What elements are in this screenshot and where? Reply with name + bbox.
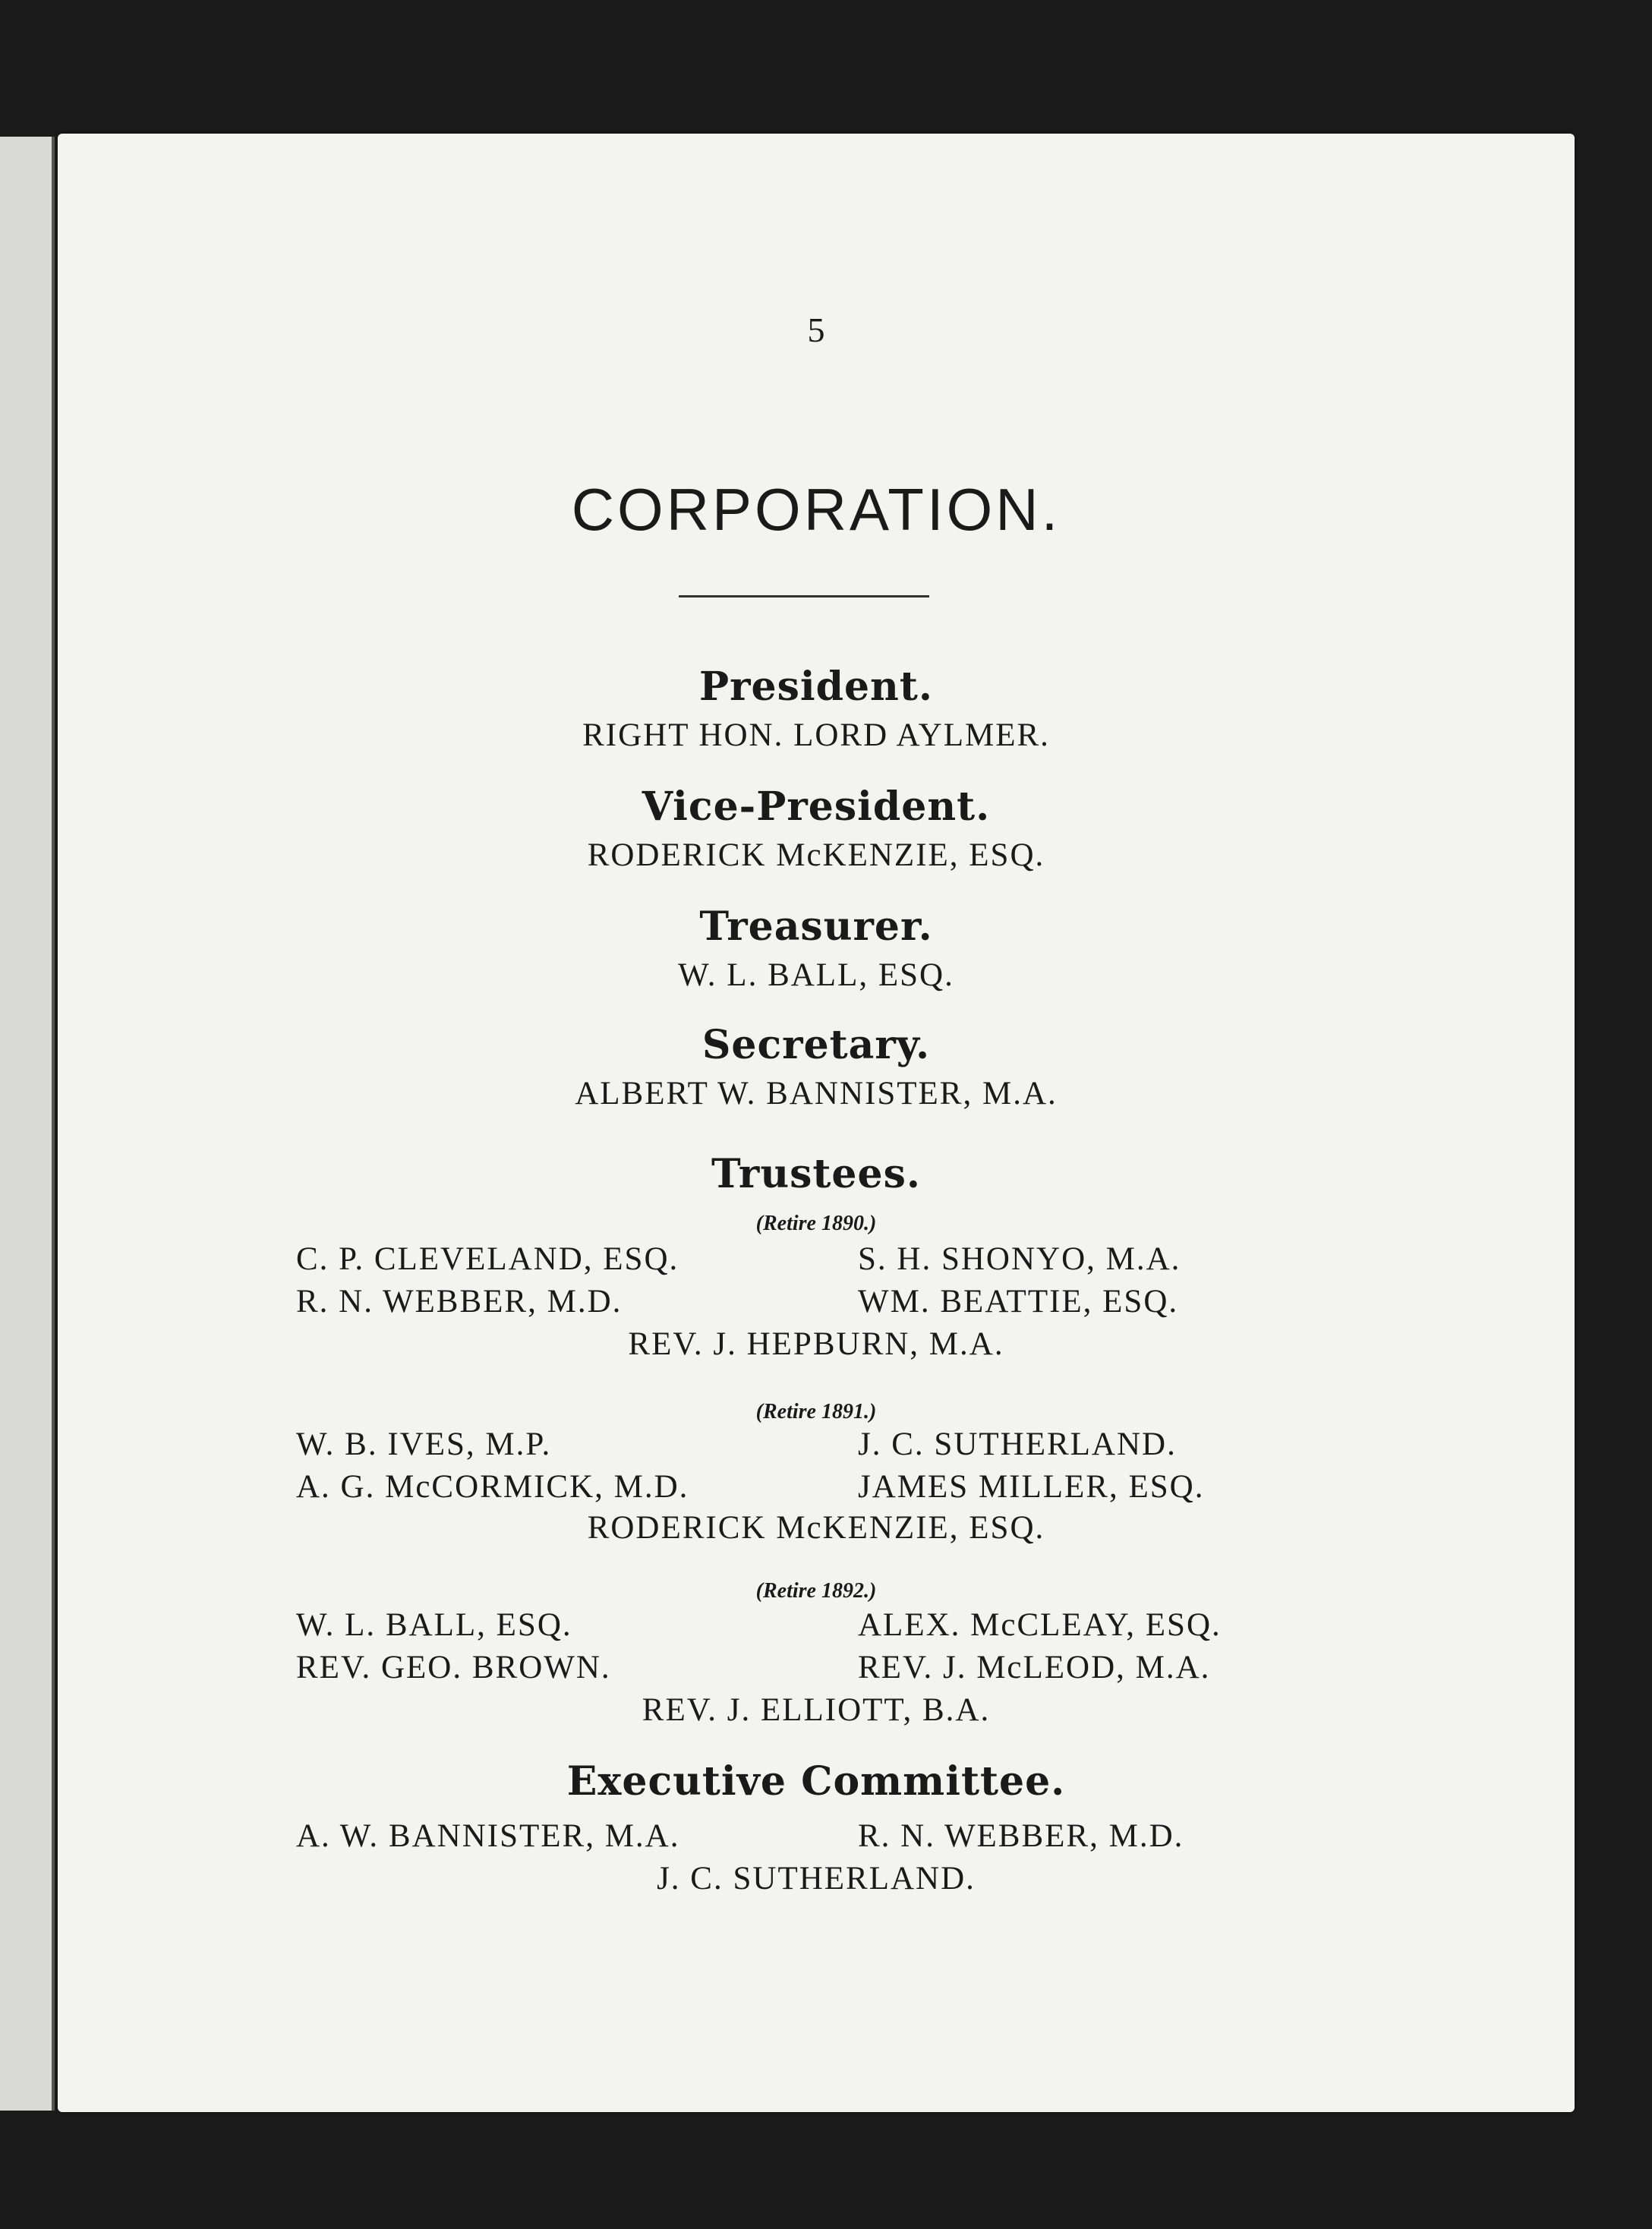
trustee-name: REV. GEO. BROWN.: [296, 1650, 611, 1685]
trustee-name: W. L. BALL, ESQ.: [296, 1607, 572, 1643]
trustee-name: WM. BEATTIE, ESQ.: [858, 1284, 1179, 1319]
title-rule: [679, 595, 929, 597]
page-number: 5: [807, 311, 825, 349]
secretary-name: ALBERT W. BANNISTER, M.A.: [575, 1076, 1058, 1111]
facing-page-edge: [0, 137, 55, 2111]
trustee-name: J. C. SUTHERLAND.: [858, 1427, 1177, 1462]
trustee-name: ALEX. McCLEAY, ESQ.: [858, 1607, 1222, 1643]
president-heading: President.: [699, 664, 933, 710]
secretary-heading: Secretary.: [701, 1022, 931, 1068]
committee-member: A. W. BANNISTER, M.A.: [296, 1818, 680, 1854]
trustees-heading: Trustees.: [711, 1151, 921, 1197]
page-title: CORPORATION.: [571, 476, 1061, 543]
trustee-name-centered: REV. J. ELLIOTT, B.A.: [642, 1692, 991, 1728]
committee-member-centered: J. C. SUTHERLAND.: [657, 1861, 976, 1896]
trustee-name: REV. J. McLEOD, M.A.: [858, 1650, 1211, 1685]
treasurer-name: W. L. BALL, ESQ.: [678, 957, 954, 993]
trustee-name-centered: REV. J. HEPBURN, M.A.: [628, 1326, 1004, 1362]
trustee-name-centered: RODERICK McKENZIE, ESQ.: [587, 1510, 1045, 1546]
trustee-name: A. G. McCORMICK, M.D.: [296, 1469, 689, 1505]
trustee-name: JAMES MILLER, ESQ.: [858, 1469, 1205, 1505]
treasurer-heading: Treasurer.: [699, 903, 933, 950]
trustee-name: S. H. SHONYO, M.A.: [858, 1241, 1181, 1277]
vice-president-heading: Vice-President.: [642, 783, 991, 830]
executive-committee-heading: Executive Committee.: [566, 1758, 1066, 1805]
vice-president-name: RODERICK McKENZIE, ESQ.: [587, 837, 1045, 873]
trustee-name: W. B. IVES, M.P.: [296, 1427, 552, 1462]
document-page: [58, 134, 1575, 2112]
retire-1890-label: (Retire 1890.): [755, 1212, 877, 1235]
retire-1892-label: (Retire 1892.): [755, 1579, 877, 1603]
president-name: RIGHT HON. LORD AYLMER.: [582, 717, 1050, 753]
retire-1891-label: (Retire 1891.): [755, 1400, 877, 1423]
trustee-name: R. N. WEBBER, M.D.: [296, 1284, 623, 1319]
trustee-name: C. P. CLEVELAND, ESQ.: [296, 1241, 679, 1277]
committee-member: R. N. WEBBER, M.D.: [858, 1818, 1184, 1854]
